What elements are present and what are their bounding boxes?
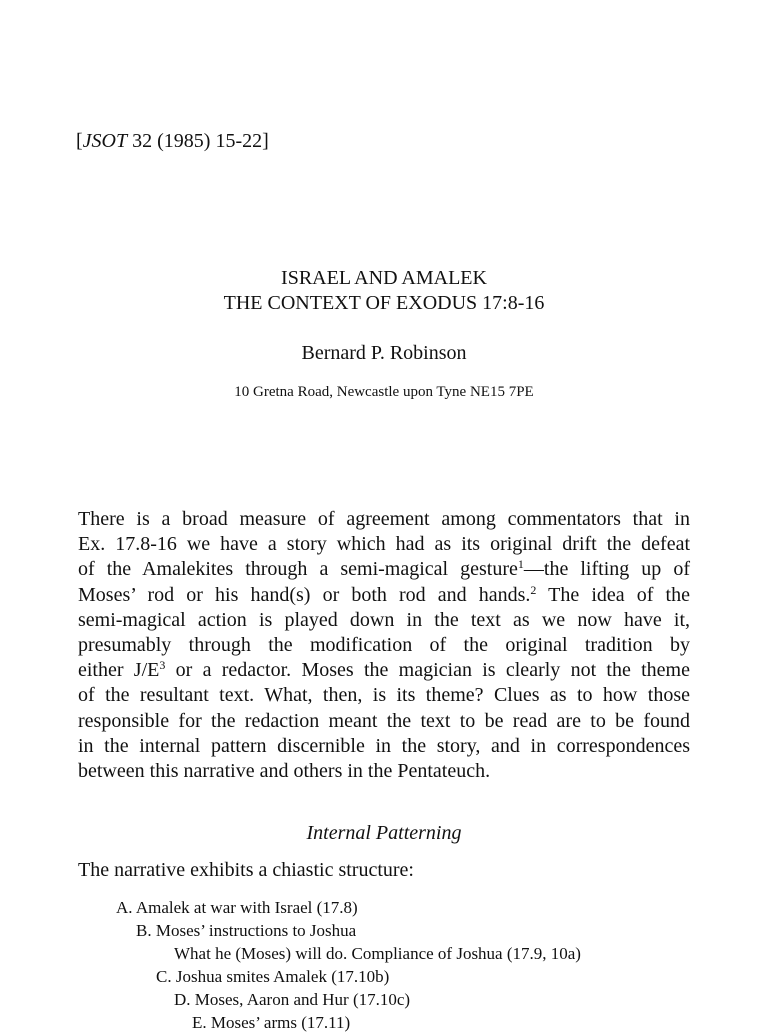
title-line-1: ISRAEL AND AMALEK <box>281 267 487 289</box>
footnote-marker: 1 <box>517 557 524 572</box>
paragraph-line: Moses’ rod or his hand(s) or both rod and hands.$^2$ The idea of the <box>78 582 690 606</box>
section-heading: Internal Patterning <box>306 822 462 844</box>
journal-citation: [JSOT 32 (1985) 15-22] <box>76 130 269 152</box>
paragraph-line: responsible for the redaction meant the text to be read are to be found <box>78 709 690 732</box>
outline-item: C. Joshua smites Amalek (17.10b) <box>156 967 390 986</box>
outline-item: A. Amalek at war with Israel (17.8) <box>116 898 358 917</box>
paragraph-line: Ex. 17.8-16 we have a story which had as its original drift the defeat <box>78 533 690 556</box>
paragraph-line: between this narrative and others in the Pentateuch. <box>78 760 491 783</box>
author-address: 10 Gretna Road, Newcastle upon Tyne NE15 7PE <box>234 384 534 400</box>
outline-item: B. Moses’ instructions to Joshua <box>136 921 357 940</box>
journal-year-pages: (1985) 15-22 <box>157 130 263 152</box>
opening-paragraph <box>78 507 690 784</box>
footnote-marker: 2 <box>530 582 537 597</box>
outline-item: What he (Moses) will do. Compliance of Joshua (17.9, 10a) <box>174 944 581 963</box>
outline-item: D. Moses, Aaron and Hur (17.10c) <box>174 990 411 1009</box>
paragraph-line: of the resultant text. What, then, is its theme? Clues as to how those <box>78 684 690 707</box>
journal-name: JSOT <box>82 130 128 152</box>
paragraph-line: either $J/E^3$ or a redactor. Moses the magician is clearly not the theme <box>78 658 690 682</box>
author-name: Bernard P. Robinson <box>301 342 467 364</box>
paragraph-line: in the internal pattern discernible in the story, and in correspondences <box>78 734 690 757</box>
title-line-2: THE CONTEXT OF EXODUS 17:8-16 <box>223 292 545 314</box>
journal-volume: 32 <box>132 130 153 152</box>
paragraph-line: presumably through the modification of the original tradition by <box>78 634 690 657</box>
footnote-marker: 3 <box>159 658 166 673</box>
paragraph-line: of the Amalekites through a semi-magical gesture$^1$—the lifting up of <box>78 557 691 581</box>
outline-item: E. Moses’ arms (17.11) <box>192 1013 351 1032</box>
article-title <box>0 266 768 316</box>
section-intro: The narrative exhibits a chiastic structure: <box>78 859 414 881</box>
paragraph-line: semi-magical action is played down in the text as we now have it, <box>78 608 690 631</box>
paragraph-line: There is a broad measure of agreement among commentators that in <box>78 508 690 530</box>
